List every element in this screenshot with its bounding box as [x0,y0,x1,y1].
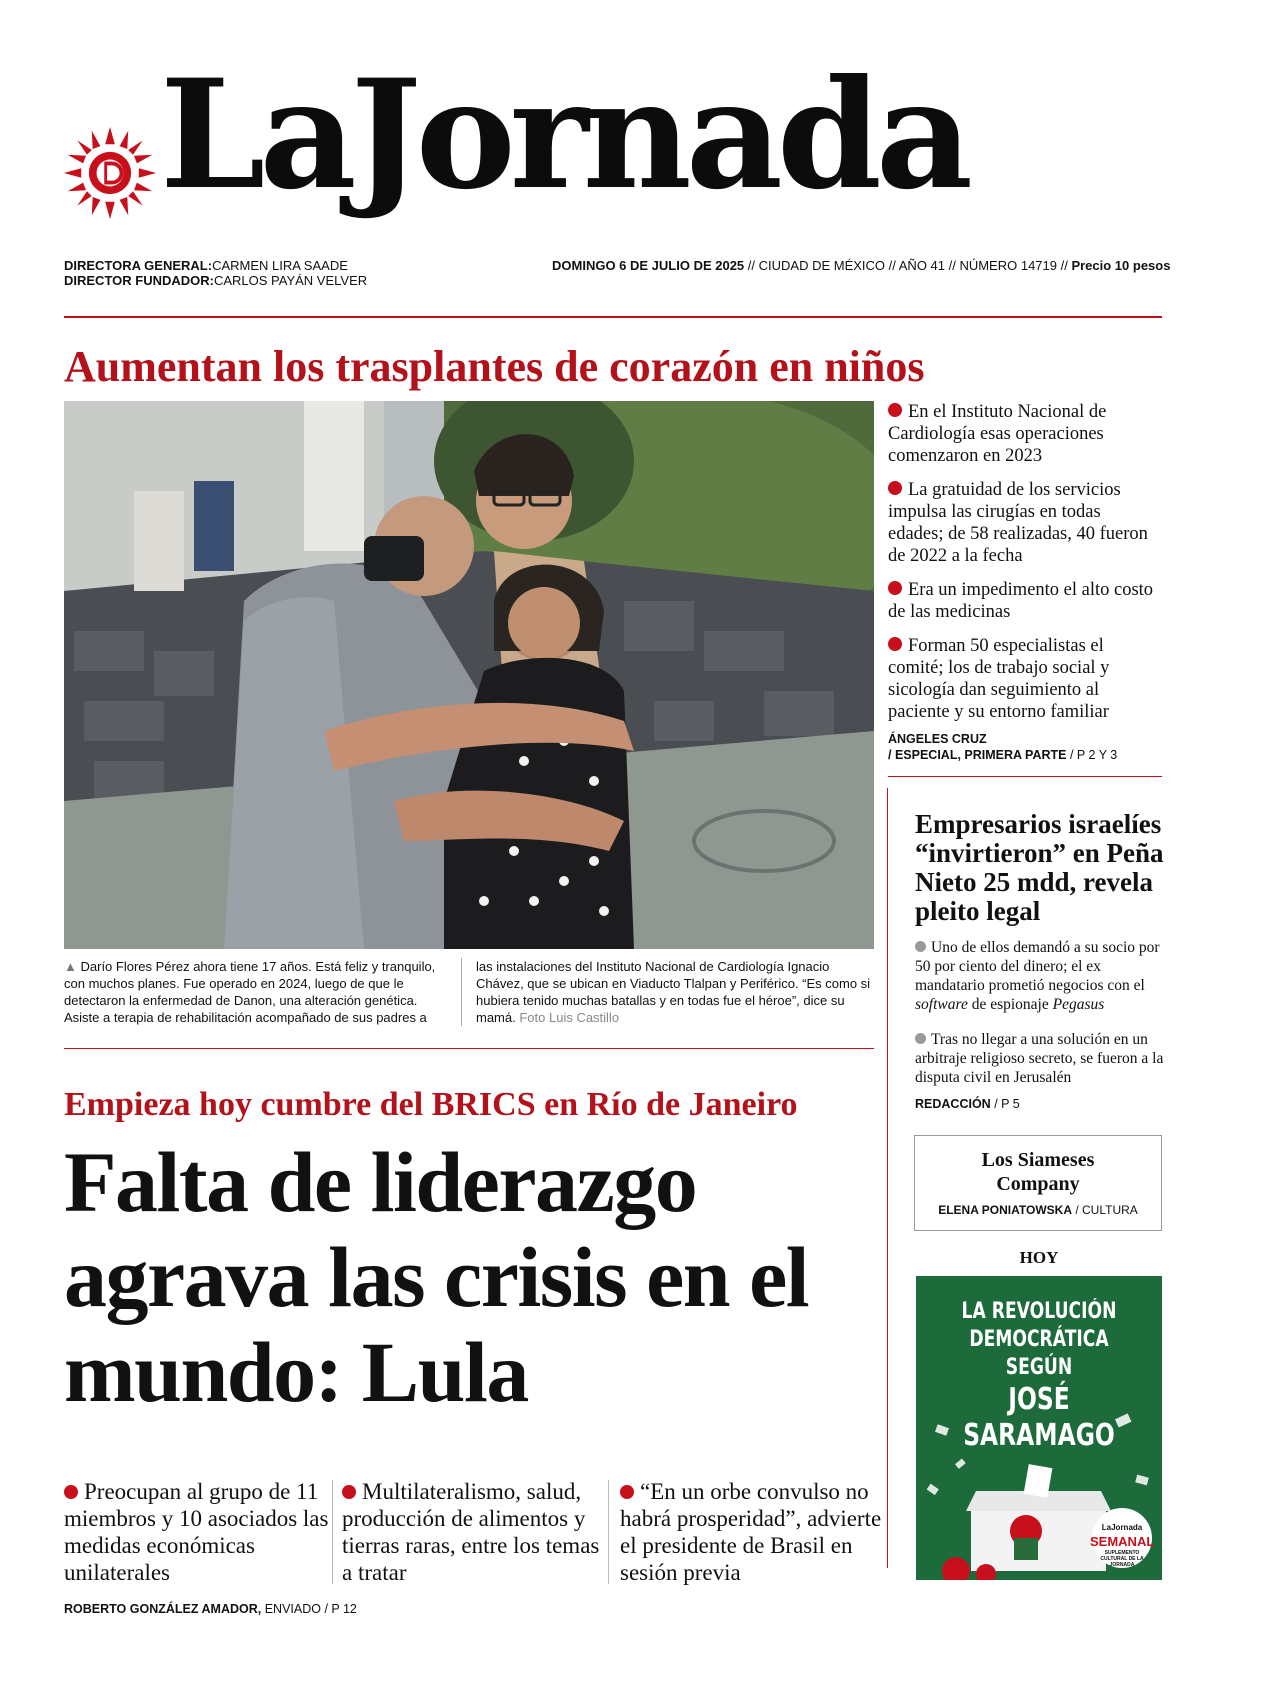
bullet-dot-icon [888,481,902,495]
main-bullet: Preocupan al grupo de 11 miembros y 10 asociados las medidas económicas unilaterales [64,1479,329,1585]
ad-hoy-label: HOY [1019,1248,1059,1267]
fundador-label: DIRECTOR FUNDADOR: [64,273,214,288]
ad-line-1: LA REVOLUCIÓN [961,1299,1117,1324]
lead-byline [888,731,1160,763]
lead-author: ÁNGELES CRUZ [888,732,987,746]
brics-kicker: Empieza hoy cumbre del BRICS en Río de Janeiro [64,1086,798,1123]
lead-bullet: Forman 50 especialistas el comité; los de trabajo social y sicología dan seguimiento al paciente y su entorno familiar [888,636,1110,722]
siameses-section: / CULTURA [1075,1203,1138,1217]
ad-semanal: SEMANAL [1090,1534,1155,1549]
photo-caption-left: ▲ Darío Flores Pérez ahora tiene 17 años. Está feliz y tranquilo, con muchos planes. Fue operado en 2024, luego de que le detectaron la enfermedad de Danon, una alteración genética. Asiste a terapia de rehabilitación acompañado de sus padres a [64,959,436,1025]
lead-divider [64,1048,874,1049]
israel-bullet: Uno de ellos demandó a su socio por 50 por ciento del dinero; el ex mandatario prometió negocios con el software de espionaje Pegasus [915,939,1160,1013]
lead-bullet: Era un impedimento el alto costo de las medicinas [888,580,1154,622]
dateline [552,258,1170,273]
bullet-dot-icon [888,403,902,417]
israel-byline: REDACCIÓN / P 5 [915,1097,1020,1111]
col-rule [332,1480,333,1584]
sidebar-divider [888,776,1162,777]
siameses-author: ELENA PONIATOWSKA [938,1203,1072,1217]
israel-bullet: Tras no llegar a una solución en un arbitraje religioso secreto, se fueron a la disputa civil en Jerusalén [915,1031,1164,1086]
main-bullet: “En un orbe convulso no habrá prosperidad”, advierte el presidente de Brasil en sesión previa [620,1479,882,1585]
main-headline[interactable]: Falta de liderazgo agrava las crisis en el mundo: Lula [64,1134,809,1420]
masthead-logo: LaJornada [160,47,968,223]
caption-rule [461,958,462,1026]
siameses-box[interactable] [914,1135,1162,1231]
lead-photo[interactable] [64,401,874,949]
bullet-dot-icon [915,1033,926,1044]
photo-credit: Foto Luis Castillo [519,1010,620,1025]
siameses-title: Los Siameses Company [981,1149,1095,1195]
directora-name: CARMEN LIRA SAADE [212,258,348,273]
bullet-dot-icon [888,637,902,651]
ad-brand: LaJornada [1101,1523,1143,1532]
bullet-dot-icon [915,941,926,952]
issue-date: DOMINGO 6 DE JULIO DE 2025 [552,258,745,273]
directora-label: DIRECTORA GENERAL: [64,258,213,273]
bullet-dot-icon [888,581,902,595]
issue-price: Precio 10 pesos [1071,258,1171,273]
lead-bullet: La gratuidad de los servicios impulsa las cirugías en todas edades; de 58 realizadas, 40 fueron de 2022 a la fecha [888,480,1148,566]
la-jornada-sun-logo [62,125,158,221]
ad-line-2: DEMOCRÁTICA SEGÚN [969,1327,1109,1380]
lead-section: / ESPECIAL, PRIMERA PARTE [888,748,1067,762]
bullet-dot-icon [342,1485,356,1499]
photo-caption-right: las instalaciones del Instituto Nacional de Cardiología Ignacio Chávez, que se ubican en Viaducto Tlalpan y Periférico. “Es como si hubiera tenido muchas batallas y en todas fue el héroe”, dice su mamá. Foto Luis Castillo [476,959,871,1025]
lead-pages[interactable]: / P 2 Y 3 [1069,748,1118,762]
fundador-name: CARLOS PAYÁN VELVER [213,273,368,288]
triangle-up-icon: ▲ [64,959,77,974]
israel-headline[interactable]: Empresarios israelíes “invirtieron” en Peña Nieto 25 mdd, revela pleito legal [915,809,1164,926]
bullet-dot-icon [620,1485,634,1499]
lead-headline[interactable]: Aumentan los trasplantes de corazón en niños [64,342,925,391]
ad-sub: SUPLEMENTO CULTURAL DE LA JORNADA [1100,1550,1144,1568]
lead-bullet: En el Instituto Nacional de Cardiología esas operaciones comenzaron en 2023 [888,402,1107,466]
main-bullet: Multilateralismo, salud, producción de alimentos y tierras raras, entre los temas a tratar [342,1479,600,1585]
semanal-ad[interactable] [916,1276,1162,1580]
col-rule [608,1480,609,1584]
bullet-dot-icon [64,1485,78,1499]
main-byline: ROBERTO GONZÁLEZ AMADOR, ENVIADO / P 12 [64,1602,357,1616]
ad-line-3: JOSÉ SARAMAGO [963,1382,1115,1453]
staff-credits [64,258,367,288]
masthead-divider [64,316,1162,318]
issue-details: // CIUDAD DE MÉXICO // AÑO 41 // NÚMERO 14719 // [747,258,1068,273]
